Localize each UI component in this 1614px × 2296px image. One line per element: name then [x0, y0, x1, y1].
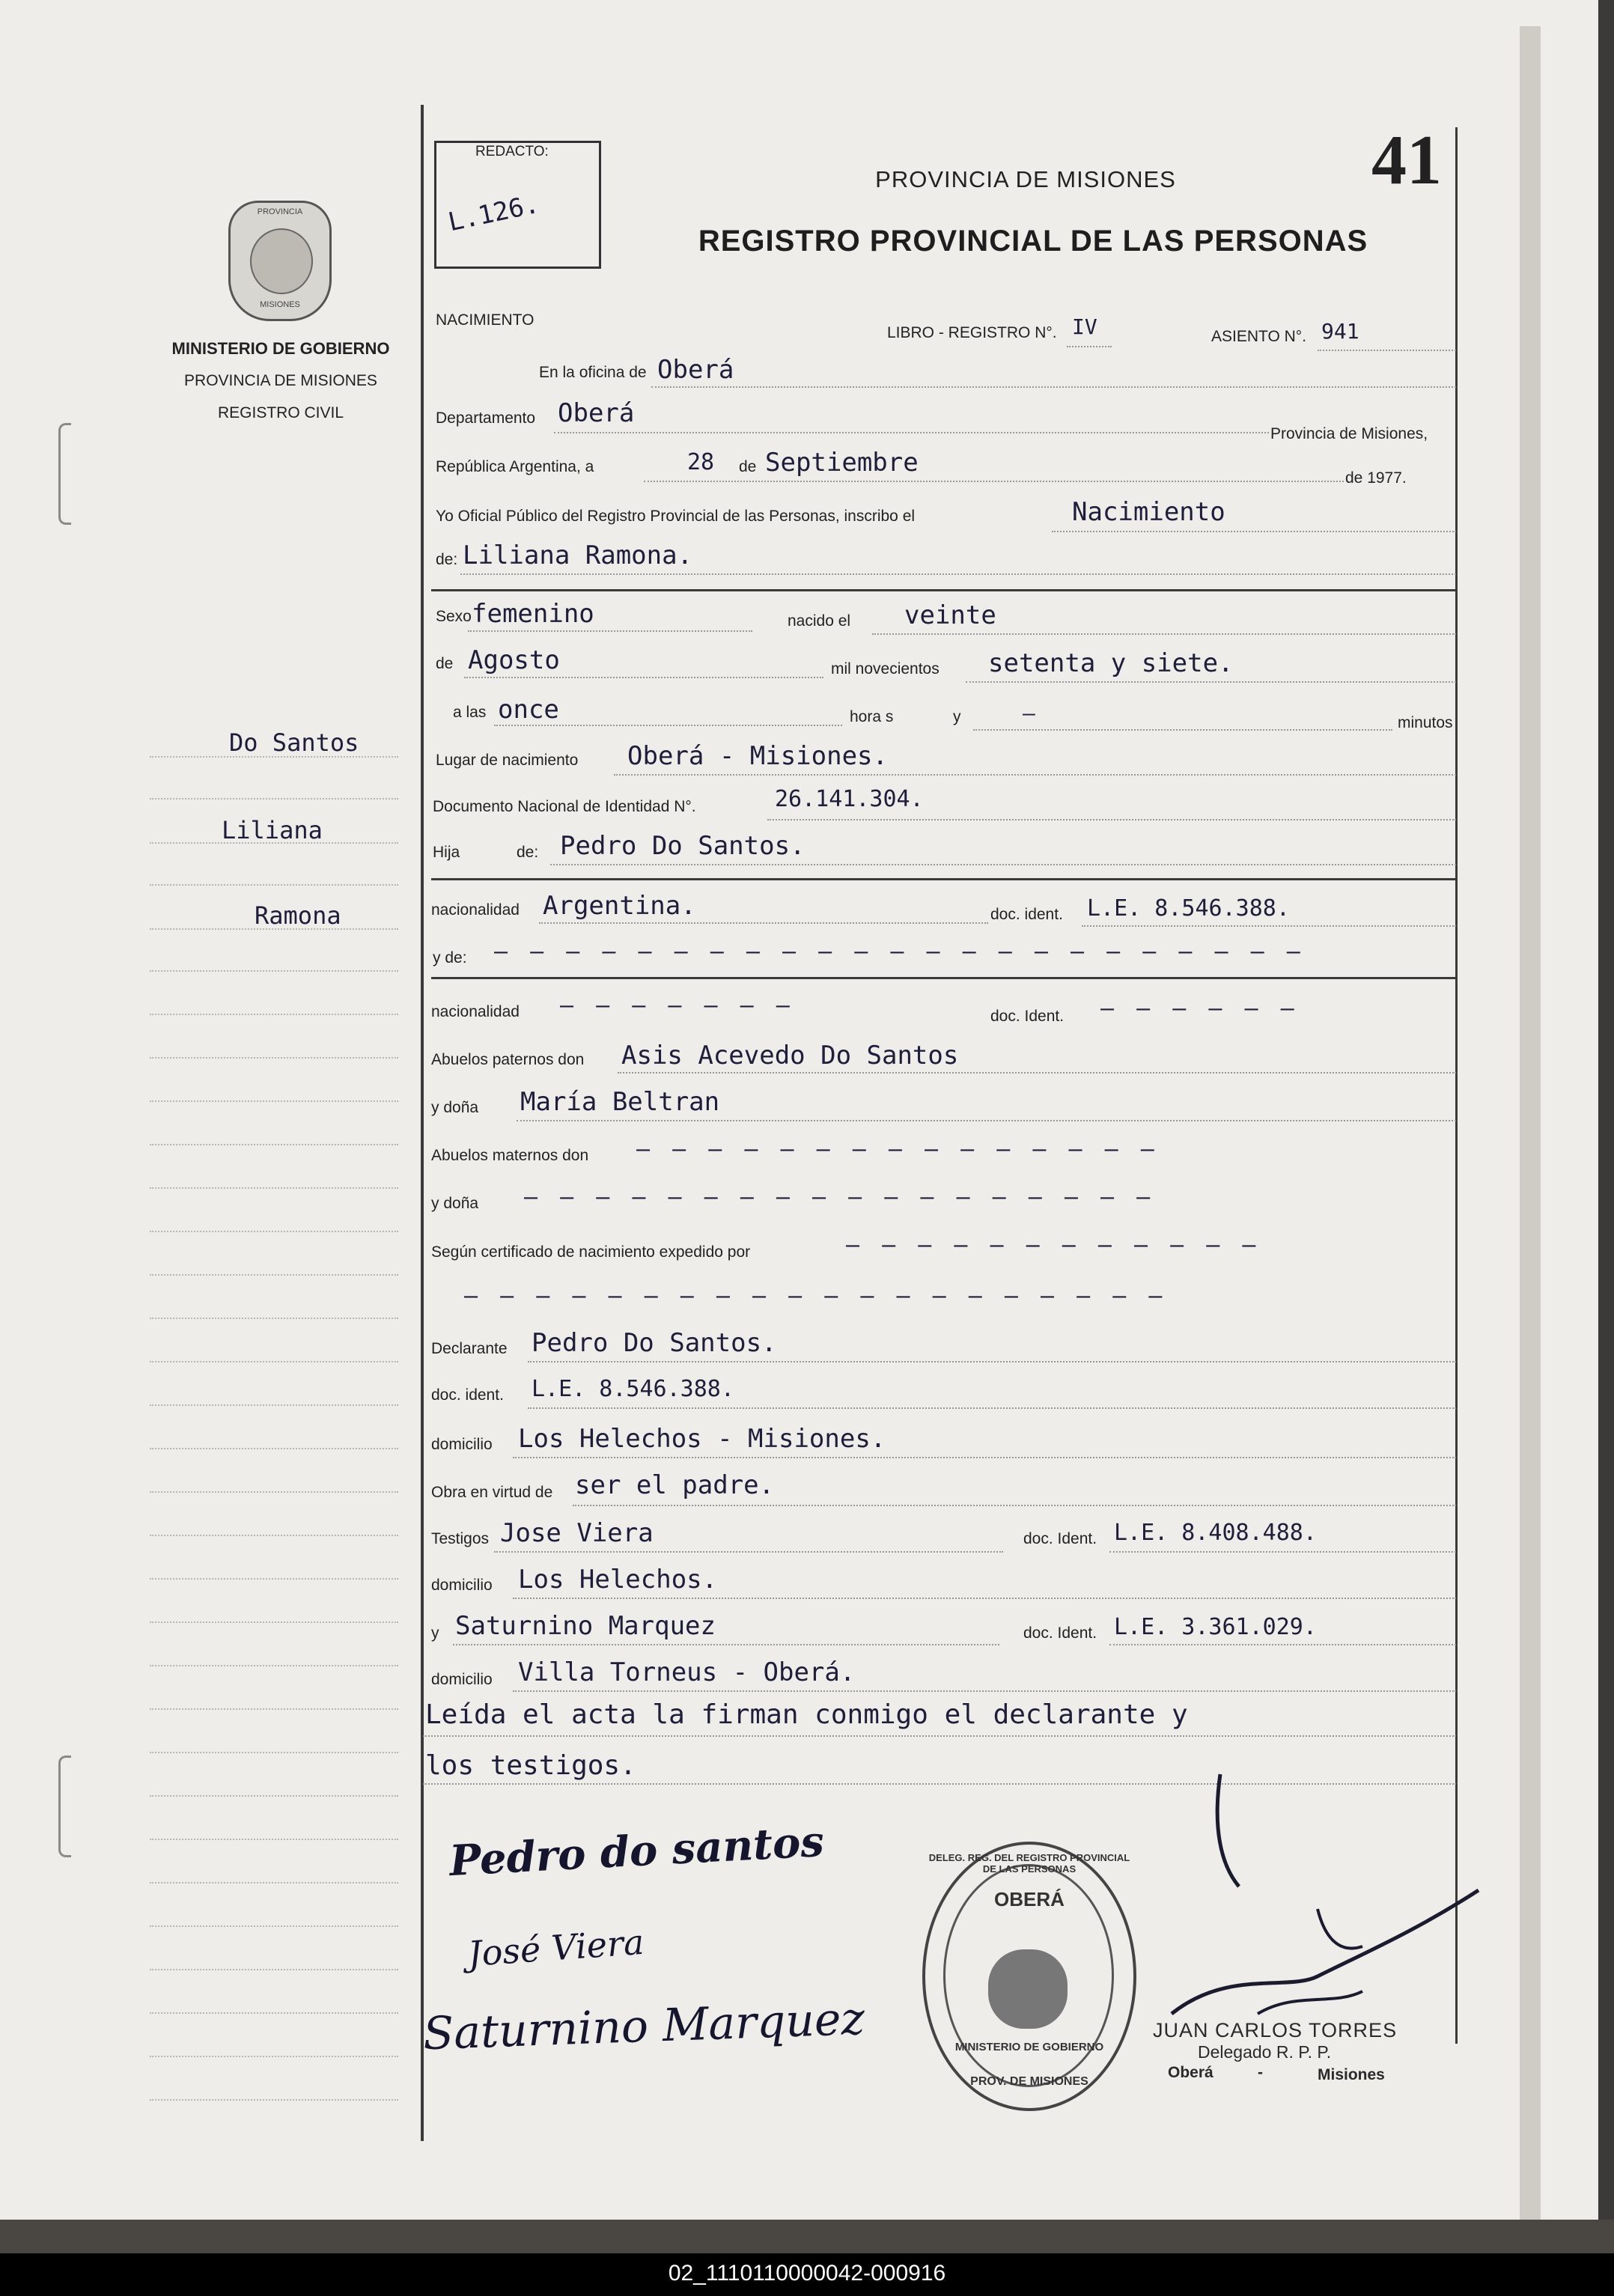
fill-line — [528, 1361, 1456, 1362]
y-dona2-label: y doña — [431, 1195, 479, 1212]
fill-line — [550, 864, 1456, 865]
margin-rule — [150, 1708, 398, 1710]
official-stamp-icon — [922, 1842, 1136, 2111]
fill-line — [513, 1457, 1456, 1458]
nacionalidad-value: Argentina. — [543, 891, 696, 921]
doc-ident2-label: doc. Ident. — [990, 1008, 1065, 1025]
alas-label: a las — [453, 704, 487, 721]
margin-rule — [150, 1839, 398, 1840]
abuelos-maternos-label: Abuelos maternos don — [431, 1147, 589, 1164]
margin-divider — [421, 105, 424, 2141]
fill-line — [423, 1735, 1456, 1737]
testigo1-doc-value: L.E. 8.408.488. — [1114, 1520, 1317, 1546]
republica-label: República Argentina, a — [436, 458, 594, 475]
padre-doc-value: L.E. 8.546.388. — [1087, 895, 1290, 922]
margin-rule — [150, 2099, 398, 2101]
margin-rule — [150, 798, 398, 800]
anio-label: de 1977. — [1345, 469, 1407, 487]
margin-rule — [150, 2012, 398, 2014]
fill-line — [1082, 925, 1456, 927]
declarante-signature: Pedro do santos — [448, 1816, 826, 1887]
hora-value: once — [498, 695, 559, 725]
horas-label: hora s — [850, 708, 894, 725]
declarante-value: Pedro Do Santos. — [532, 1328, 777, 1358]
padre-value: Pedro Do Santos. — [560, 831, 806, 861]
doc-ident4-label: doc. Ident. — [1023, 1530, 1097, 1547]
margin-rule — [150, 1882, 398, 1884]
doc-ident-label: doc. ident. — [990, 906, 1063, 923]
abuelo-paterno-value: Asis Acevedo Do Santos — [621, 1041, 959, 1071]
margin-rule — [150, 2056, 398, 2057]
empty-line: — — — — — — — — — — — — — — — — — — — [524, 1184, 1155, 1211]
y-label: y — [953, 708, 961, 725]
empty-line: — — — — — — — — — — — — — [846, 1232, 1261, 1258]
margin-rule — [150, 1014, 398, 1015]
registry-heading: REGISTRO PROVINCIAL DE LAS PERSONAS — [698, 225, 1368, 258]
fill-line — [973, 729, 1392, 731]
fill-line — [453, 1644, 999, 1645]
margin-rule — [150, 1535, 398, 1536]
dni-value: 26.141.304. — [775, 786, 924, 812]
stamp-province: PROV. DE MISIONES — [970, 2075, 1088, 2088]
abuelos-paternos-label: Abuelos paternos don — [431, 1051, 585, 1068]
fill-line — [1052, 531, 1456, 532]
stamp-emblem — [988, 1949, 1068, 2029]
fill-line — [966, 681, 1456, 683]
obra-value: ser el padre. — [575, 1470, 775, 1500]
libro-label: LIBRO - REGISTRO N°. — [887, 324, 1057, 341]
declarante-doc-value: L.E. 8.546.388. — [532, 1376, 734, 1402]
fill-line — [464, 677, 823, 678]
fill-line — [1067, 346, 1112, 347]
fill-line — [513, 1598, 1456, 1599]
right-border — [1455, 127, 1458, 2044]
mes2-value: Agosto — [468, 645, 560, 675]
staple-top-icon — [58, 423, 71, 525]
nacionalidad-label: nacionalidad — [431, 901, 520, 919]
stamp-ministry: MINISTERIO DE GOBIERNO — [954, 2041, 1104, 2053]
nombre-value: Liliana Ramona. — [463, 540, 693, 570]
margin-rule — [150, 1404, 398, 1406]
domicilio-label: domicilio — [431, 1436, 493, 1453]
section-rule — [431, 589, 1457, 591]
empty-line: — — — — — — — [1100, 996, 1299, 1022]
margin-rule — [150, 1969, 398, 1970]
margin-rule — [150, 1491, 398, 1493]
declarante-label: Declarante — [431, 1340, 508, 1357]
margin-rule — [150, 1274, 398, 1276]
margin-rule — [150, 1361, 398, 1362]
coat-emblem — [250, 228, 313, 294]
departamento-label: Departamento — [436, 409, 536, 427]
doc-ident5-label: doc. Ident. — [1023, 1624, 1097, 1642]
fill-line — [872, 633, 1456, 635]
de-label: de — [739, 458, 757, 475]
margin-rule — [150, 1448, 398, 1449]
hija-label: Hija — [433, 844, 460, 861]
de2-label: de — [436, 655, 454, 672]
official-dash: - — [1258, 2064, 1263, 2081]
margin-rule — [150, 1795, 398, 1797]
closing-line-2: los testigos. — [425, 1750, 636, 1781]
margin-rule — [150, 1144, 398, 1145]
official-province: Misiones — [1318, 2066, 1385, 2083]
oficial-label: Yo Oficial Público del Registro Provincial de las Personas, inscribo el — [436, 508, 916, 525]
official-signature-icon — [1168, 1767, 1482, 2051]
margin-rule — [150, 1665, 398, 1666]
fill-line — [1109, 1644, 1456, 1645]
section-rule — [431, 977, 1457, 979]
oficina-label: En la oficina de — [539, 364, 647, 381]
de-nombre-label: de: — [436, 551, 458, 568]
page-number: 41 — [1371, 121, 1442, 199]
margin-rule — [150, 1057, 398, 1059]
testigos-label: Testigos — [431, 1530, 490, 1547]
fill-line — [513, 1690, 1456, 1692]
closing-line-1: Leída el acta la firman conmigo el declarante y — [425, 1699, 1188, 1730]
margin-second-name: Ramona — [255, 901, 341, 930]
testigo1-dom-value: Los Helechos. — [518, 1565, 718, 1595]
stamp-ring-text: DELEG. REG. DEL REGISTRO PROVINCIAL DE LAS PERSONAS — [928, 1852, 1130, 1875]
ministry-title: MINISTERIO DE GOBIERNO — [171, 339, 390, 358]
province-heading: PROVINCIA DE MISIONES — [875, 166, 1176, 192]
margin-rule — [150, 1752, 398, 1753]
ministry-province: PROVINCIA DE MISIONES — [184, 372, 377, 389]
fill-line — [614, 774, 1456, 776]
anio-value: setenta y siete. — [988, 648, 1234, 678]
ministry-registry: REGISTRO CIVIL — [217, 404, 344, 421]
provincia-label: Provincia de Misiones, — [1270, 425, 1428, 442]
empty-line: — — — — — — — — — — — — — — — — [636, 1136, 1159, 1163]
asiento-value: 941 — [1321, 319, 1359, 344]
margin-rule — [150, 1231, 398, 1232]
fill-line — [1318, 350, 1456, 351]
fill-line — [554, 432, 1269, 433]
testigo1-value: Jose Viera — [500, 1518, 654, 1548]
y-de-label: y de: — [433, 949, 467, 966]
fill-line — [494, 725, 842, 726]
fill-line — [1109, 1551, 1456, 1553]
nacimiento-label: NACIMIENTO — [436, 311, 535, 329]
redacto-label: REDACTO: — [475, 144, 549, 159]
doc-ident3-label: doc. ident. — [431, 1386, 504, 1404]
minutos-value: — — [1023, 701, 1035, 725]
fill-line — [494, 1551, 1003, 1553]
inscribo-value: Nacimiento — [1072, 497, 1225, 527]
coat-of-arms-icon — [228, 201, 332, 321]
fill-line — [644, 481, 1344, 482]
fill-line — [767, 819, 1456, 820]
fill-line — [528, 1407, 1456, 1409]
fill-line — [468, 630, 752, 632]
fill-line — [651, 386, 1456, 388]
margin-rule — [150, 1925, 398, 1927]
nacido-value: veinte — [904, 600, 996, 630]
obra-label: Obra en virtud de — [431, 1484, 553, 1501]
oficina-value: Oberá — [657, 355, 734, 385]
margin-rule — [150, 1318, 398, 1319]
nacionalidad2-label: nacionalidad — [431, 1003, 520, 1020]
abuela-paterna-value: María Beltran — [520, 1087, 720, 1117]
minutos-label: minutos — [1398, 714, 1453, 731]
dni-label: Documento Nacional de Identidad N°. — [433, 798, 696, 815]
fill-line — [573, 1505, 1456, 1506]
domicilio-value: Los Helechos - Misiones. — [518, 1424, 886, 1454]
stamp-city: OBERÁ — [994, 1888, 1065, 1910]
certificado-label: Según certificado de nacimiento expedido por — [431, 1243, 751, 1261]
testigo2-doc-value: L.E. 3.361.029. — [1114, 1614, 1317, 1640]
page-edge — [1520, 26, 1541, 2220]
testigo2-dom-value: Villa Torneus - Oberá. — [518, 1657, 856, 1687]
domicilio3-label: domicilio — [431, 1671, 493, 1688]
testigo2-signature: Saturnino Marquez — [421, 1992, 866, 2061]
asiento-label: ASIENTO N°. — [1211, 328, 1307, 345]
y2-label: y — [431, 1624, 439, 1642]
sexo-value: femenino — [472, 599, 594, 629]
fill-line — [460, 573, 1456, 575]
empty-line: — — — — — — — — [560, 993, 794, 1019]
mil-label: mil novecientos — [831, 660, 940, 677]
domicilio2-label: domicilio — [431, 1577, 493, 1594]
fill-line — [618, 1072, 1456, 1074]
fill-line — [517, 1120, 1456, 1121]
official-city: Oberá — [1168, 2064, 1213, 2081]
testigo1-signature: José Viera — [466, 1921, 645, 1975]
file-caption: 02_1110110000042-000916 — [668, 2261, 946, 2286]
y-dona-label: y doña — [431, 1099, 479, 1116]
empty-mother-line: — — — — — — — — — — — — — — — — — — — — — — — — [494, 939, 1305, 965]
nacido-label: nacido el — [788, 612, 851, 630]
mes-value: Septiembre — [765, 448, 919, 478]
dia-value: 28 — [687, 449, 715, 475]
coat-top-text: PROVINCIA — [257, 207, 303, 216]
redacto-value: L.126. — [445, 189, 542, 238]
lugar-value: Oberá - Misiones. — [627, 741, 888, 771]
margin-first-name: Liliana — [222, 816, 323, 844]
margin-rule — [150, 1187, 398, 1189]
lugar-label: Lugar de nacimiento — [436, 752, 579, 769]
departamento-value: Oberá — [558, 398, 635, 428]
sexo-label: Sexo — [436, 608, 472, 625]
margin-rule — [150, 1578, 398, 1580]
fill-line — [539, 922, 988, 924]
official-name: JUAN CARLOS TORRES — [1153, 2019, 1398, 2041]
margin-rule — [150, 1621, 398, 1623]
margin-rule — [150, 1100, 398, 1102]
libro-value: IV — [1072, 314, 1097, 339]
margin-rule — [150, 884, 398, 886]
margin-surname: Do Santos — [229, 728, 359, 757]
testigo2-value: Saturnino Marquez — [455, 1611, 716, 1641]
empty-line: — — — — — — — — — — — — — — — — — — — — — [464, 1283, 1167, 1309]
staple-bottom-icon — [58, 1756, 71, 1857]
coat-bottom-text: MISIONES — [260, 300, 300, 309]
margin-rule — [150, 970, 398, 972]
section-rule — [431, 878, 1457, 880]
de3-label: de: — [517, 844, 539, 861]
official-title: Delegado R. P. P. — [1198, 2042, 1332, 2062]
